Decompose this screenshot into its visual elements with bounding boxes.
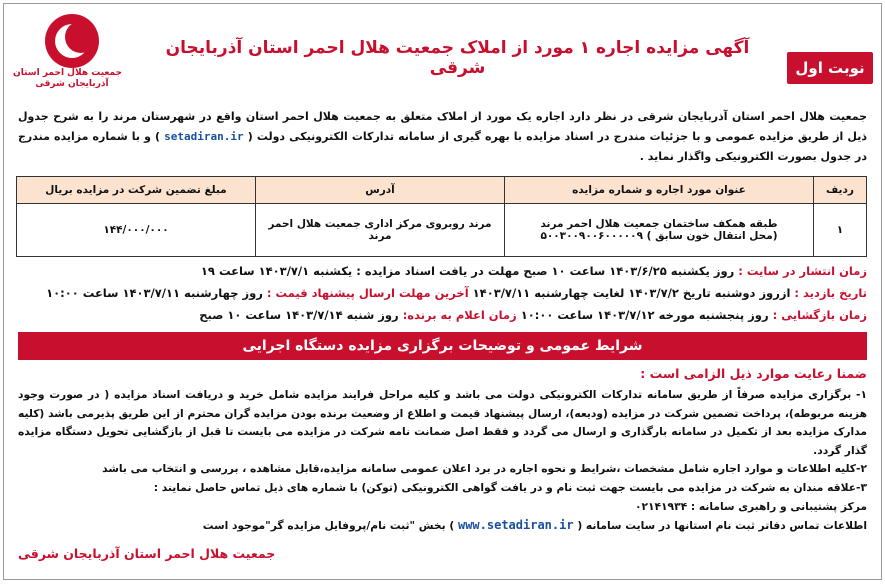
deadline-label: آخرین مهلت ارسال پیشنهاد قیمت : [266,286,469,300]
visit-line [18,284,867,302]
row-address: مرند روبروی مرکز اداری جمعیت هلال احمر مرند [256,204,505,257]
header-address: آدرس [256,177,505,204]
advertisement-page [3,3,882,580]
term-item-1: ۱- برگزاری مزایده صرفاً از طریق سامانه تدارکات الکترونیکی دولت می باشد و کلیه مراحل فرایند مزایده شامل خرید و دریافت اسناد مزایده ( در صورت وجود هزینه مربوطه)، پرداخت تضمین شرکت در مزایده (ودیعه)، ارسال پیشنهاد قیمت و اطلاع از وضعیت برنده بودن مزایده گران محترم از این طریق پذیرمی باشد (کلیه مدارک مزایده بعد از تکمیل در سامانه بارگذاری و ارسال می گردد و فقط اصل ضمانت نامه شرکت در مزایده می بایست تا قبل از بازگشایی تحویل دستگاه مزایده گذار گردد. [18,388,867,457]
logo-line-2: آذربایجان شرقی [35,79,109,89]
intro-text-1: جمعیت هلال احمر استان آذربایجان شرقی در نظر دارد اجاره یک مورد از املاک متعلق به جمعیت هلال احمر استان واقع در شهرستان مرند را به شرح جدول ذیل از طریق مزایده عمومی و با جزئیات مندرج در اسناد مزایده با بهره گیری از سامانه تدارکات الکترونیکی دولت ( [18,110,867,143]
contact-line [18,516,867,536]
table-row [17,204,867,257]
deadline-text: روز چهارشنبه ۱۴۰۳/۷/۱۱ ساعت ۱۰:۰۰ [46,286,263,300]
publish-line [18,262,867,280]
footer-signature: جمعیت هلال احمر استان آذربایجان شرقی [18,546,276,561]
terms-list [18,386,867,536]
red-crescent-icon [45,14,99,68]
support-line: مرکز پشتیبانی و راهبری سامانه : ۰۲۱۴۱۹۳۴ [634,499,867,513]
row-title-line1: طبقه همکف ساختمان جمعیت هلال احمر مرند [540,218,778,230]
intro-paragraph [18,107,867,167]
opening-label: زمان بازگشایی : [772,308,867,322]
header-amount: مبلغ تضمین شرکت در مزایده بریال [17,177,256,204]
website-link[interactable]: setadiran.ir [164,130,244,143]
page-title: آگهی مزایده اجاره ۱ مورد از املاک جمعیت هلال احمر استان آذربایجان شرقی [165,38,750,78]
row-amount: ۱۴۴/۰۰۰/۰۰۰ [17,204,256,257]
term-item-3: ۳-علاقه مندان به شرکت در مزایده می بایست جهت ثبت نام و در یافت گواهی الکترونیکی (توکن) با شماره های ذیل تماس حاصل نمایند : [153,480,867,494]
opening-line [18,306,867,324]
row-title [505,204,814,257]
header-title: عنوان مورد اجاره و شماره مزایده [505,177,814,204]
visit-label: تاریخ بازدید : [794,286,867,300]
opening-text: روز پنجشنبه مورخه ۱۴۰۳/۷/۱۲ ساعت ۱۰:۰۰ [520,308,769,322]
contact-text-1: اطلاعات تماس دفاتر ثبت نام استانها در سایت سامانه ( [577,519,867,533]
publish-label: زمان انتشار در سایت : [738,264,867,278]
red-crescent-logo [13,14,122,104]
logo-line-1: جمعیت هلال احمر استان [13,68,122,78]
auction-table [16,176,867,257]
contact-text-2: ) بخش "ثبت نام/پروفایل مزایده گر"موجود است [202,519,455,533]
publish-text: روز یکشنبه ۱۴۰۳/۶/۲۵ ساعت ۱۰ صبح مهلت در یافت اسناد مزایده : یکشنبه ۱۴۰۳/۷/۱ ساعت ۱۹ [200,264,735,278]
round-badge: نوبت اول [787,52,873,84]
visit-text: ازروز دوشنبه تاریخ ۱۴۰۳/۷/۲ لغایت چهارشنبه ۱۴۰۳/۷/۱۱ [472,286,791,300]
header-index: ردیف [814,177,867,204]
conditions-banner: شرایط عمومی و توضیحات برگزاری مزایده دستگاه اجرایی [18,332,867,360]
row-index: ۱ [814,204,867,257]
term-item-2: ۲-کلیه اطلاعات و موارد اجاره شامل مشخصات ،شرایط و نحوه اجاره در برد اعلان عمومی سامانه مزایده،قابل مشاهده ، بررسی و انتخاب می باشد [102,462,867,476]
intro-text-2: ) و با شماره مزایده مندرج در جدول بصورت الکترونیکی واگذار نماید . [18,130,867,163]
setadiran-link[interactable]: www.setadiran.ir [457,518,574,533]
table-header-row [17,177,867,204]
requirements-heading: ضمنا رعایت موارد ذیل الزامی است : [640,366,867,381]
winner-label: زمان اعلام به برنده: [402,308,517,322]
row-title-line2: (محل انتقال خون سابق ) ۵۰۰۳۰۰۹۰۰۶۰۰۰۰۰۹ [540,230,778,242]
winner-text: روز شنبه ۱۴۰۳/۷/۱۴ ساعت ۱۰ صبح [199,308,399,322]
